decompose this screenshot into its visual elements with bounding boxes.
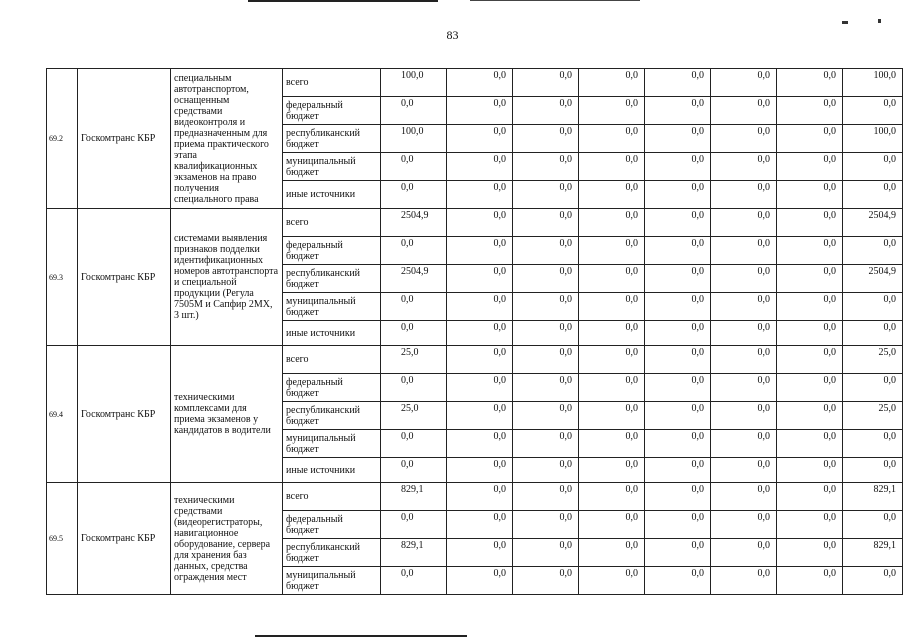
amount-cell: 0,0 [777,511,843,539]
amount-cell: 0,0 [843,374,903,402]
amount-cell: 0,0 [777,125,843,153]
amount-cell: 0,0 [645,511,711,539]
amount-cell: 0,0 [447,237,513,265]
amount-cell: 0,0 [513,237,579,265]
amount-cell: 0,0 [711,511,777,539]
amount-cell: 0,0 [579,265,645,293]
amount-cell: 0,0 [777,374,843,402]
amount-cell: 0,0 [447,97,513,125]
amount-cell: 0,0 [579,69,645,97]
executor-cell: Госкомтранс КБР [78,346,171,483]
amount-cell: 0,0 [843,567,903,595]
funding-source-label: иные источники [283,458,381,483]
amount-cell: 0,0 [447,69,513,97]
amount-cell: 0,0 [447,153,513,181]
amount-cell: 0,0 [645,293,711,321]
amount-cell: 0,0 [711,293,777,321]
amount-cell: 0,0 [777,181,843,209]
amount-cell: 0,0 [711,567,777,595]
amount-cell: 0,0 [711,265,777,293]
scan-top-rule [248,0,438,2]
table-row [47,346,903,374]
scan-top-rule-faint [470,0,640,1]
amount-cell: 0,0 [711,237,777,265]
description-cell: системами выявления признаков подделки идентификационных номеров автотранспорта и специальной продукции (Регула 7505М и Сапфир 2МХ, 3 шт.) [171,209,283,346]
row-code: 69.2 [47,69,78,209]
amount-cell: 0,0 [579,153,645,181]
amount-cell: 0,0 [711,402,777,430]
amount-cell: 0,0 [777,97,843,125]
amount-cell: 0,0 [381,237,447,265]
amount-cell: 0,0 [513,97,579,125]
amount-cell: 0,0 [447,511,513,539]
table-body [47,69,903,595]
amount-cell: 0,0 [513,430,579,458]
amount-cell: 0,0 [645,430,711,458]
funding-source-label: федеральный бюджет [283,511,381,539]
amount-cell: 829,1 [381,483,447,511]
funding-source-label: республиканский бюджет [283,265,381,293]
funding-source-label: республиканский бюджет [283,125,381,153]
amount-cell: 0,0 [447,209,513,237]
amount-cell: 0,0 [777,265,843,293]
amount-cell: 0,0 [447,265,513,293]
amount-cell: 0,0 [645,153,711,181]
funding-source-label: всего [283,346,381,374]
amount-cell: 0,0 [777,153,843,181]
amount-cell: 0,0 [381,511,447,539]
description-cell: специальным автотранспортом, оснащенным средствами видеоконтроля и предназначенным для приема практического этапа квалификационных экзаменов на право получения специального права [171,69,283,209]
amount-cell: 0,0 [645,567,711,595]
amount-cell: 0,0 [579,346,645,374]
amount-cell: 0,0 [579,97,645,125]
amount-cell: 0,0 [579,125,645,153]
amount-cell: 0,0 [447,374,513,402]
amount-cell: 0,0 [579,430,645,458]
amount-cell: 2504,9 [843,265,903,293]
amount-cell: 0,0 [447,346,513,374]
amount-cell: 0,0 [777,567,843,595]
amount-cell: 829,1 [843,539,903,567]
funding-source-label: федеральный бюджет [283,237,381,265]
amount-cell: 829,1 [381,539,447,567]
amount-cell: 0,0 [447,567,513,595]
amount-cell: 0,0 [843,321,903,346]
amount-cell: 0,0 [447,293,513,321]
amount-cell: 100,0 [381,125,447,153]
amount-cell: 0,0 [843,458,903,483]
amount-cell: 0,0 [579,539,645,567]
amount-cell: 0,0 [513,402,579,430]
amount-cell: 0,0 [645,539,711,567]
amount-cell: 0,0 [579,237,645,265]
amount-cell: 0,0 [711,321,777,346]
amount-cell: 0,0 [711,483,777,511]
funding-source-label: республиканский бюджет [283,402,381,430]
amount-cell: 0,0 [843,153,903,181]
amount-cell: 0,0 [711,181,777,209]
table-row [47,483,903,511]
amount-cell: 0,0 [513,125,579,153]
amount-cell: 0,0 [579,374,645,402]
funding-source-label: муниципальный бюджет [283,293,381,321]
amount-cell: 0,0 [777,321,843,346]
amount-cell: 0,0 [711,458,777,483]
amount-cell: 100,0 [843,69,903,97]
amount-cell: 0,0 [513,69,579,97]
amount-cell: 0,0 [843,97,903,125]
funding-source-label: всего [283,483,381,511]
scan-mark [878,19,881,23]
amount-cell: 0,0 [513,458,579,483]
amount-cell: 0,0 [777,539,843,567]
amount-cell: 25,0 [381,346,447,374]
amount-cell: 0,0 [381,430,447,458]
amount-cell: 0,0 [513,265,579,293]
amount-cell: 0,0 [381,181,447,209]
funding-source-label: федеральный бюджет [283,97,381,125]
amount-cell: 0,0 [645,402,711,430]
amount-cell: 0,0 [645,237,711,265]
amount-cell: 0,0 [579,511,645,539]
amount-cell: 0,0 [579,293,645,321]
funding-source-label: муниципальный бюджет [283,430,381,458]
amount-cell: 2504,9 [843,209,903,237]
amount-cell: 0,0 [843,181,903,209]
amount-cell: 0,0 [447,430,513,458]
amount-cell: 0,0 [777,209,843,237]
funding-source-label: муниципальный бюджет [283,153,381,181]
amount-cell: 0,0 [777,402,843,430]
amount-cell: 0,0 [447,402,513,430]
amount-cell: 0,0 [513,321,579,346]
amount-cell: 0,0 [579,458,645,483]
amount-cell: 0,0 [645,97,711,125]
table-row [47,69,903,97]
amount-cell: 0,0 [777,69,843,97]
amount-cell: 0,0 [645,458,711,483]
amount-cell: 0,0 [645,374,711,402]
amount-cell: 0,0 [381,567,447,595]
amount-cell: 0,0 [579,402,645,430]
amount-cell: 829,1 [843,483,903,511]
scan-bottom-rule [255,635,467,637]
amount-cell: 0,0 [381,374,447,402]
amount-cell: 0,0 [843,511,903,539]
amount-cell: 0,0 [777,483,843,511]
amount-cell: 0,0 [843,293,903,321]
amount-cell: 0,0 [447,539,513,567]
amount-cell: 0,0 [843,237,903,265]
row-code: 69.4 [47,346,78,483]
amount-cell: 100,0 [843,125,903,153]
funding-source-label: республиканский бюджет [283,539,381,567]
amount-cell: 0,0 [381,97,447,125]
amount-cell: 0,0 [777,237,843,265]
amount-cell: 0,0 [711,539,777,567]
amount-cell: 2504,9 [381,265,447,293]
amount-cell: 0,0 [513,539,579,567]
amount-cell: 0,0 [381,293,447,321]
amount-cell: 0,0 [579,181,645,209]
amount-cell: 0,0 [513,153,579,181]
amount-cell: 25,0 [843,402,903,430]
amount-cell: 0,0 [711,125,777,153]
amount-cell: 0,0 [513,483,579,511]
amount-cell: 0,0 [711,374,777,402]
executor-cell: Госкомтранс КБР [78,69,171,209]
amount-cell: 0,0 [777,430,843,458]
amount-cell: 0,0 [447,125,513,153]
executor-cell: Госкомтранс КБР [78,209,171,346]
amount-cell: 0,0 [513,346,579,374]
amount-cell: 0,0 [777,346,843,374]
amount-cell: 0,0 [513,511,579,539]
amount-cell: 25,0 [843,346,903,374]
amount-cell: 0,0 [645,69,711,97]
description-cell: техническими средствами (видеорегистраторы, навигационное оборудование, сервера для хранения баз данных, средства ограждения мест [171,483,283,595]
budget-table [46,68,903,595]
funding-source-label: всего [283,209,381,237]
row-code: 69.5 [47,483,78,595]
amount-cell: 0,0 [447,321,513,346]
amount-cell: 0,0 [843,430,903,458]
scan-mark [842,21,848,24]
amount-cell: 0,0 [447,181,513,209]
amount-cell: 25,0 [381,402,447,430]
amount-cell: 0,0 [447,458,513,483]
funding-source-label: иные источники [283,321,381,346]
amount-cell: 0,0 [645,346,711,374]
amount-cell: 0,0 [711,346,777,374]
row-code: 69.3 [47,209,78,346]
amount-cell: 0,0 [711,69,777,97]
amount-cell: 0,0 [381,321,447,346]
amount-cell: 0,0 [711,97,777,125]
funding-source-label: муниципальный бюджет [283,567,381,595]
amount-cell: 0,0 [447,483,513,511]
amount-cell: 0,0 [579,209,645,237]
amount-cell: 0,0 [513,293,579,321]
amount-cell: 0,0 [645,483,711,511]
funding-source-label: всего [283,69,381,97]
amount-cell: 0,0 [513,181,579,209]
amount-cell: 0,0 [777,458,843,483]
amount-cell: 100,0 [381,69,447,97]
amount-cell: 0,0 [645,321,711,346]
amount-cell: 0,0 [711,430,777,458]
amount-cell: 0,0 [579,567,645,595]
amount-cell: 0,0 [645,265,711,293]
amount-cell: 0,0 [381,153,447,181]
amount-cell: 0,0 [513,567,579,595]
amount-cell: 0,0 [513,209,579,237]
amount-cell: 0,0 [711,209,777,237]
amount-cell: 0,0 [645,181,711,209]
amount-cell: 0,0 [777,293,843,321]
page-number: 83 [446,28,459,42]
amount-cell: 0,0 [645,209,711,237]
funding-source-label: федеральный бюджет [283,374,381,402]
amount-cell: 0,0 [381,458,447,483]
funding-source-label: иные источники [283,181,381,209]
amount-cell: 0,0 [711,153,777,181]
amount-cell: 0,0 [645,125,711,153]
description-cell: техническими комплексами для приема экзаменов у кандидатов в водители [171,346,283,483]
amount-cell: 2504,9 [381,209,447,237]
amount-cell: 0,0 [513,374,579,402]
amount-cell: 0,0 [579,483,645,511]
amount-cell: 0,0 [579,321,645,346]
table-row [47,209,903,237]
executor-cell: Госкомтранс КБР [78,483,171,595]
